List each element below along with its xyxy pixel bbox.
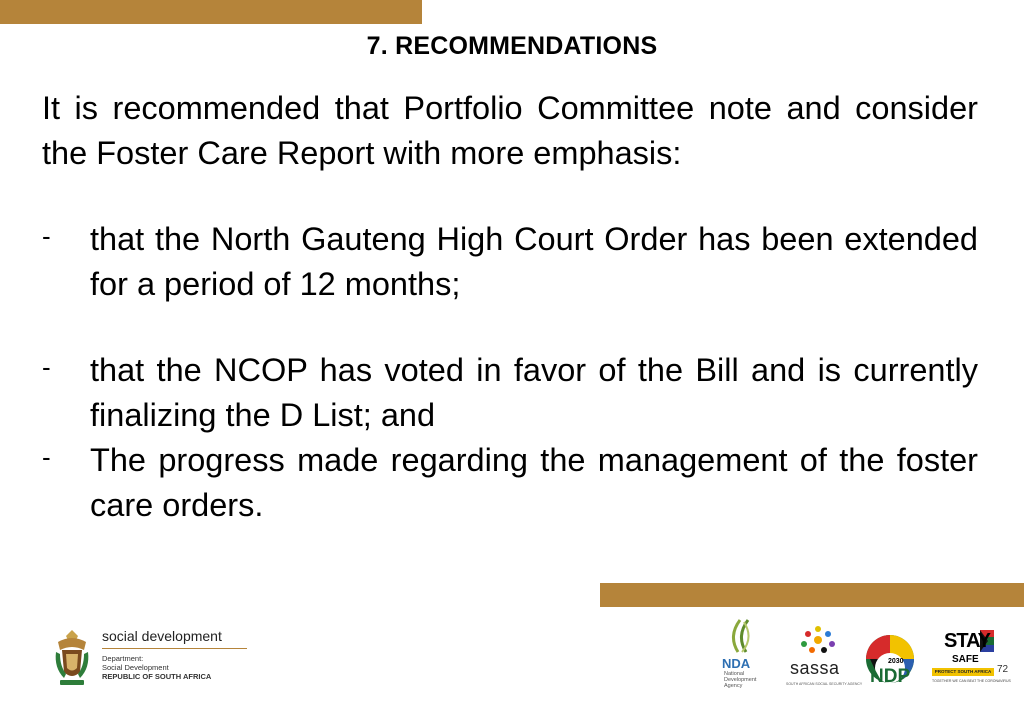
stay-safe-banner: PROTECT SOUTH AFRICA <box>932 668 994 676</box>
bullet-dash: - <box>42 442 51 472</box>
department-name: social development <box>102 628 222 644</box>
sassa-people-icon <box>786 624 850 658</box>
bullet-dash: - <box>42 221 51 251</box>
nda-subtitle: National Development Agency <box>724 671 757 689</box>
list-item <box>42 217 978 307</box>
nda-logo <box>722 616 766 692</box>
social-development-logo <box>52 624 222 690</box>
page-number: 72 <box>997 664 1009 675</box>
list-item <box>42 348 978 438</box>
ndp-name: NDP <box>870 666 911 687</box>
bottom-accent-bar <box>600 583 1024 607</box>
slide-content <box>42 86 978 528</box>
intro-paragraph: It is recommended that Portfolio Committee note and consider the Foster Care Report with more emphasis: <box>42 90 978 171</box>
list-item-text: The progress made regarding the management of the foster care orders. <box>90 442 978 523</box>
stay-word: STAY <box>944 630 991 652</box>
list-item-text: that the NCOP has voted in favor of the Bill and is currently finalizing the D List; and <box>90 352 978 433</box>
list-item-text: that the North Gauteng High Court Order has been extended for a period of 12 months; <box>90 221 978 302</box>
top-accent-bar <box>0 0 422 24</box>
nda-acronym: NDA <box>722 656 751 671</box>
sassa-name: sassa <box>790 658 840 678</box>
stay-safe-tagline: TOGETHER WE CAN BEAT THE CORONAVIRUS <box>932 679 1011 683</box>
department-line: Social Development <box>102 663 169 672</box>
list-item <box>42 438 978 528</box>
recommendation-list <box>42 217 978 528</box>
ndp-logo <box>864 628 916 690</box>
department-country: REPUBLIC OF SOUTH AFRICA <box>102 672 212 681</box>
bullet-dash: - <box>42 352 51 382</box>
sassa-tagline: SOUTH AFRICAN SOCIAL SECURITY AGENCY <box>786 682 863 686</box>
department-line: Department: <box>102 654 144 663</box>
safe-word: SAFE <box>952 654 979 665</box>
coat-of-arms-icon <box>52 628 92 688</box>
slide-title: 7. RECOMMENDATIONS <box>366 32 658 60</box>
department-divider <box>102 648 247 649</box>
ndp-year: 2030 <box>888 658 904 665</box>
nda-swirl-icon <box>722 616 766 656</box>
sassa-logo <box>786 624 863 692</box>
